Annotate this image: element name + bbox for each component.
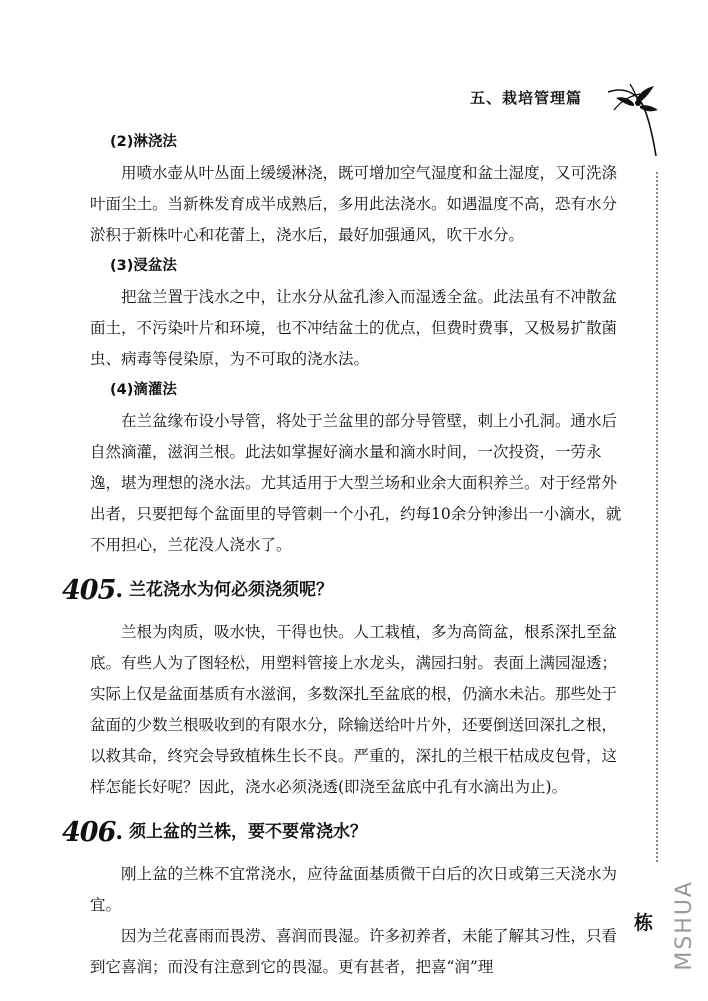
question-dot: .	[115, 576, 124, 603]
subsection-heading: (2)淋浇法	[110, 134, 177, 150]
paragraph: 在兰盆缘布设小导管，将处于兰盆里的部分导管壁，刺上小孔洞。通水后自然滴灌，滋润兰根。此法如掌握好滴水量和滴水时间，一次投资，一劳永逸，堪为理想的浇水法。尤其适用于大型兰场和业余大面积养兰。对于经常外出者，只要把每个盆面里的导管刺一个小孔，约每10余分钟渗出一小滴水，就不用担心，兰花没人浇水了。	[90, 412, 622, 554]
paragraph: 刚上盆的兰株不宜常浇水，应待盆面基质微干白后的次日或第三天浇水为宜。	[90, 865, 618, 914]
margin-dotted-rule	[656, 172, 658, 862]
question-number: 405	[62, 574, 116, 606]
question-title: 须上盆的兰株，要不要常浇水？	[129, 821, 368, 842]
page-side-mark: 栋	[634, 912, 654, 934]
page-body	[62, 127, 630, 983]
question-dot: .	[115, 818, 124, 845]
question-title: 兰花浇水为何必须浇须呢？	[129, 579, 334, 600]
paragraph: 把盆兰置于浅水之中，让水分从盆孔渗入而湿透全盆。此法虽有不冲散盆面土，不污染叶片和环境，也不冲结盆土的优点，但费时费事，又极易扩散菌虫、病毒等侵染原，为不可取的浇水法。	[90, 288, 618, 368]
section-title: 五、栽培管理篇	[470, 89, 583, 107]
watermark: MSHUA	[672, 880, 697, 971]
paragraph: 因为兰花喜雨而畏涝、喜润而畏湿。许多初养者，未能了解其习性，只看到它喜润；而没有注意到它的畏湿。更有甚者，把喜“润”理	[90, 927, 618, 976]
question-number: 406	[62, 816, 116, 848]
subsection-heading: (3)浸盆法	[110, 258, 177, 274]
paragraph: 兰根为肉质，吸水快，干得也快。人工栽植，多为高筒盆，根系深扎至盆底。有些人为了图轻松，用塑料管接上水龙头，满园扫射。表面上满园湿透；实际上仅是盆面基质有水滋润，多数深扎至盆底的根，仍滴水未沾。那些处于盆面的少数兰根吸收到的有限水分，除输送给叶片外，还要倒送回深扎之根，以救其命，终究会导致植株生长不良。严重的，深扎的兰根干枯成皮包骨，这样怎能长好呢？因此，浇水必须浇透(即浇至盆底中孔有水滴出为止)。	[90, 623, 618, 796]
question-heading-405	[62, 567, 630, 613]
paragraph: 用喷水壶从叶丛面上缓缓淋浇，既可增加空气湿度和盆土湿度，又可洗涤叶面尘土。当新株发育成半成熟后，多用此法浇水。如遇温度不高，恐有水分淤积于新株叶心和花蕾上，浇水后，最好加强通风，吹干水分。	[90, 164, 618, 244]
question-heading-406	[62, 809, 630, 855]
subsection-heading: (4)滴灌法	[110, 382, 177, 398]
